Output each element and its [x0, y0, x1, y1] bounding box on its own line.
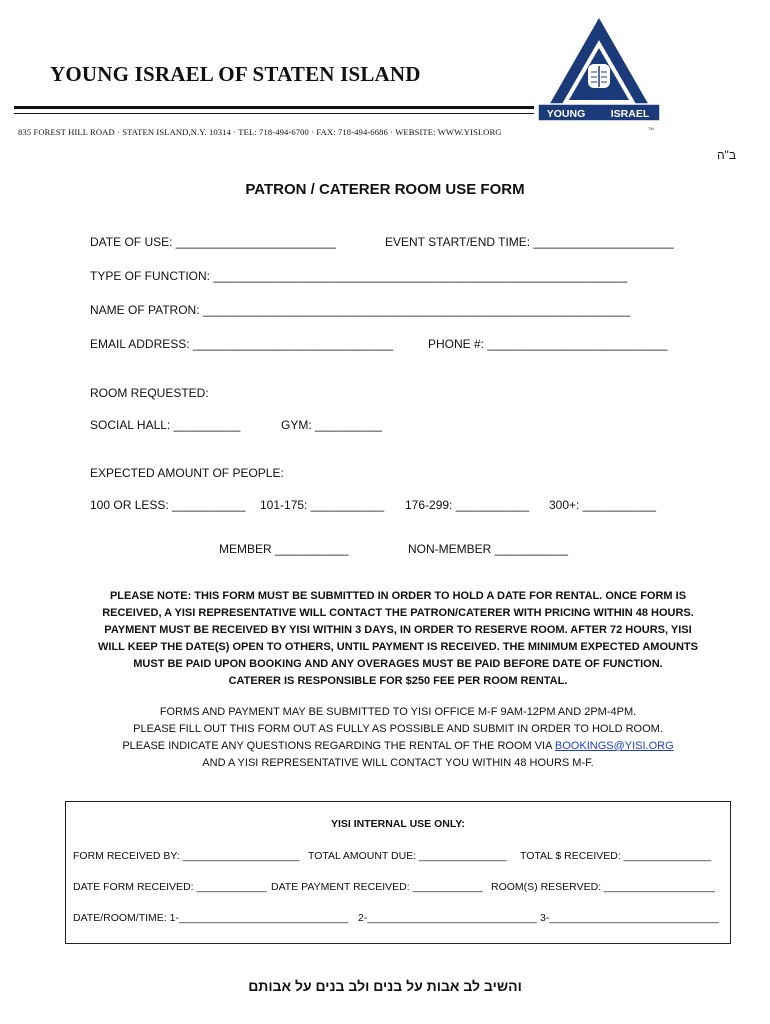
note-line: RECEIVED, A YISI REPRESENTATIVE WILL CONTACT THE PATRON/CATERER WITH PRICING WITHIN 48 HOURS.	[102, 607, 694, 619]
contact-line: 835 FOREST HILL ROAD · STATEN ISLAND,N.Y. 10314 · TEL: 718-494-6700 · FAX: 718-494-6686 · WEBSITE: WWW.YISI.ORG	[18, 127, 502, 137]
bookings-email-link[interactable]: BOOKINGS@YISI.ORG	[554, 740, 674, 752]
date-payment-received-field[interactable]: DATE PAYMENT RECEIVED: ____________	[271, 881, 483, 893]
info-line-3	[60, 738, 736, 755]
please-note-paragraph	[60, 588, 736, 690]
info-line-3-text: PLEASE INDICATE ANY QUESTIONS REGARDING THE RENTAL OF THE ROOM VIA	[122, 740, 555, 752]
date-form-received-field[interactable]: DATE FORM RECEIVED: ____________	[73, 881, 267, 893]
form-received-by-field[interactable]: FORM RECEIVED BY: ____________________	[73, 850, 300, 862]
date-room-time-2-field[interactable]: 2-_____________________________	[358, 912, 537, 924]
people-range-101-175[interactable]: 101-175: ___________	[260, 498, 385, 512]
non-member-field[interactable]: NON-MEMBER ___________	[408, 542, 569, 556]
total-amount-due-field[interactable]: TOTAL AMOUNT DUE: _______________	[308, 850, 507, 862]
info-line-2: PLEASE FILL OUT THIS FORM OUT AS FULLY AS POSSIBLE AND SUBMIT IN ORDER TO HOLD ROOM.	[133, 723, 663, 735]
note-line: CATERER IS RESPONSIBLE FOR $250 FEE PER ROOM RENTAL.	[228, 675, 568, 687]
info-line-4: AND A YISI REPRESENTATIVE WILL CONTACT YOU WITHIN 48 HOURS M-F.	[202, 757, 594, 769]
people-range-176-299[interactable]: 176-299: ___________	[405, 498, 530, 512]
note-line: WILL KEEP THE DATE(S) OPEN TO OTHERS, UNTIL PAYMENT IS RECEIVED. THE MINIMUM EXPECTED AMOUNTS	[98, 641, 698, 653]
logo-text-young: YOUNG	[546, 108, 586, 120]
note-line: MUST BE PAID UPON BOOKING AND ANY OVERAGES MUST BE PAID BEFORE DATE OF FUNCTION.	[133, 658, 663, 670]
logo-trademark: TM	[648, 126, 654, 131]
phone-field[interactable]: PHONE #: ___________________________	[428, 337, 668, 351]
rooms-reserved-field[interactable]: ROOM(S) RESERVED: ___________________	[491, 881, 715, 893]
header-rule-thick	[14, 106, 534, 109]
social-hall-field[interactable]: SOCIAL HALL: __________	[90, 418, 241, 432]
note-line: PAYMENT MUST BE RECEIVED BY YISI WITHIN 3 DAYS, IN ORDER TO RESERVE ROOM. AFTER 72 HOURS, YISI	[104, 624, 692, 636]
room-requested-label: ROOM REQUESTED:	[90, 386, 209, 400]
date-of-use-field[interactable]: DATE OF USE: ________________________	[90, 235, 336, 249]
internal-use-title: YISI INTERNAL USE ONLY:	[331, 818, 465, 830]
people-range-300-plus[interactable]: 300+: ___________	[549, 498, 657, 512]
submission-info	[60, 704, 736, 772]
gym-field[interactable]: GYM: __________	[281, 418, 382, 432]
people-range-100-or-less[interactable]: 100 OR LESS: ___________	[90, 498, 246, 512]
form-title: PATRON / CATERER ROOM USE FORM	[245, 181, 525, 198]
expected-people-label: EXPECTED AMOUNT OF PEOPLE:	[90, 466, 284, 480]
info-line-1: FORMS AND PAYMENT MAY BE SUBMITTED TO YISI OFFICE M-F 9AM-12PM AND 2PM-4PM.	[159, 706, 637, 718]
event-time-field[interactable]: EVENT START/END TIME: _____________________	[385, 235, 674, 249]
logo-text-israel: ISRAEL	[610, 108, 650, 120]
type-of-function-field[interactable]: TYPE OF FUNCTION: ______________________________________________________________	[90, 269, 628, 283]
member-field[interactable]: MEMBER ___________	[219, 542, 349, 556]
total-received-field[interactable]: TOTAL $ RECEIVED: _______________	[520, 850, 712, 862]
name-of-patron-field[interactable]: NAME OF PATRON: ________________________________________________________________	[90, 303, 631, 317]
date-room-time-3-field[interactable]: 3-_____________________________	[540, 912, 719, 924]
note-line: PLEASE NOTE: THIS FORM MUST BE SUBMITTED IN ORDER TO HOLD A DATE FOR RENTAL. ONCE FORM IS	[109, 590, 687, 602]
hebrew-verse: והשיב לב אבות על בנים ולב בנים על אבותם	[248, 978, 522, 994]
email-address-field[interactable]: EMAIL ADDRESS: ______________________________	[90, 337, 394, 351]
young-israel-logo	[536, 14, 662, 134]
date-room-time-1-field[interactable]: DATE/ROOM/TIME: 1-_____________________________	[73, 912, 349, 924]
hebrew-bh: ב"ה	[716, 148, 736, 162]
organization-name: YOUNG ISRAEL OF STATEN ISLAND	[50, 62, 421, 86]
header-rule-thin	[14, 113, 534, 114]
